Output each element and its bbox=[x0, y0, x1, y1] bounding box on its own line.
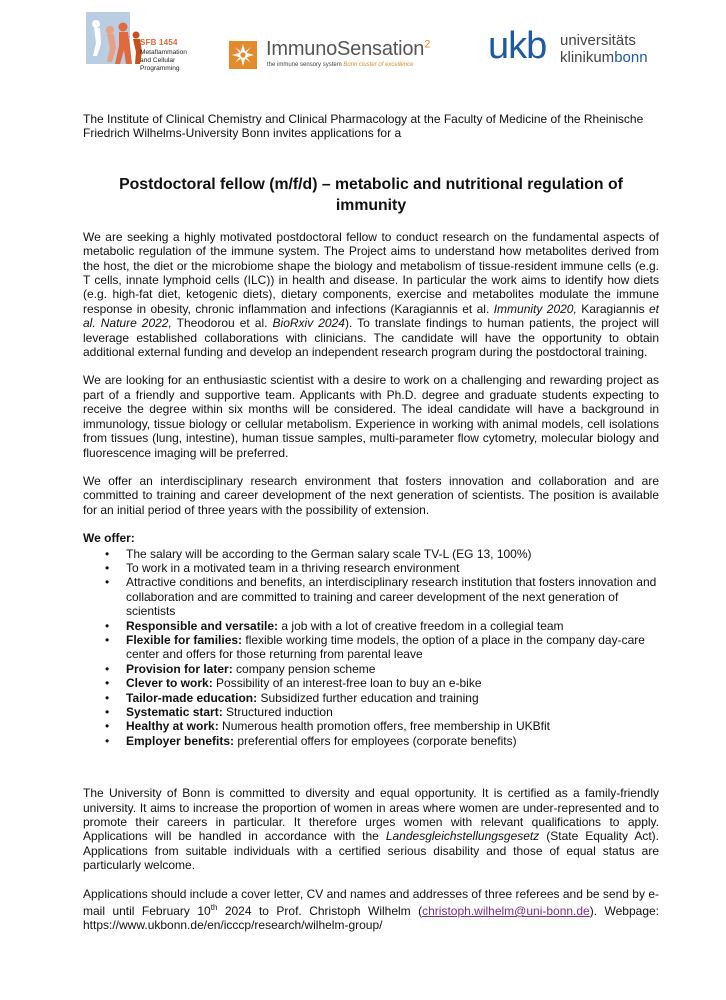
offer-item bbox=[83, 547, 659, 561]
offer-item bbox=[83, 734, 659, 748]
offer-item-label: Systematic start: bbox=[126, 705, 223, 719]
offer-item-text: The salary will be according to the German salary scale TV-L (EG 13, 100%) bbox=[126, 546, 532, 561]
sfb-subtitle bbox=[140, 49, 187, 73]
offer-list bbox=[83, 547, 659, 749]
contact-email-link[interactable]: christoph.wilhelm@uni-bonn.de bbox=[422, 904, 590, 919]
immunosensation-superscript: 2 bbox=[424, 38, 431, 51]
immunosensation-logo bbox=[228, 36, 468, 76]
immunosensation-name bbox=[266, 38, 430, 61]
citation-italic: BioRxiv 2024 bbox=[272, 316, 345, 331]
citation-italic: et al. Nature 2022, bbox=[83, 301, 659, 331]
sfb-title: SFB 1454 bbox=[140, 38, 178, 47]
offer-item-label: Employer benefits: bbox=[126, 733, 235, 748]
ukb-logo bbox=[488, 26, 668, 72]
offer-item bbox=[83, 719, 659, 733]
candidate-profile: We are looking for an enthusiastic scientist with a desire to work on a challenging and rewarding project as part of a friendly and supportive team. Applicants with Ph.D. degree and graduate students expecting to receive the degree within six months will be considered. The ideal candidate will have a background in immunology, tissue biology or cellular metabolism. Experience in working with animal models, cell isolations from tissues (lung, intestine), human tissue samples, multi-parameter flow cytometry, molecular biology and fluorescence imaging will be preferred. bbox=[83, 373, 659, 460]
project-description bbox=[83, 230, 659, 360]
offer-item-label: Clever to work: bbox=[126, 676, 213, 691]
immunosensation-name-text: ImmunoSensation bbox=[266, 38, 425, 60]
offer-item-text: Numerous health promotion offers, free membership in UKBfit bbox=[218, 719, 550, 734]
text-run: The University of Bonn is committed to diversity and equal opportunity. It is certified as a family-friendly university. It aims to increase the proportion of women in areas where women are under-represented and to promote their careers in particular. It therefore urges women with relevant qualifications to apply. Applications will be handled in accordance with the bbox=[83, 786, 659, 844]
sfb-subtitle-line: and Cellular bbox=[140, 57, 176, 64]
sfb-logo bbox=[86, 10, 226, 74]
offer-heading: We offer: bbox=[83, 531, 135, 546]
application-instructions bbox=[83, 887, 659, 933]
text-run: Karagiannis bbox=[576, 301, 649, 316]
law-name-italic: Landesgleichstellungsgesetz bbox=[385, 829, 540, 844]
offer-item-text: a job with a lot of creative freedom in a collegial team bbox=[278, 618, 564, 633]
text-run: ). Webpage: https://www.ukbonn.de/en/icccp/research/wilhelm-group/ bbox=[83, 904, 659, 933]
diversity-statement bbox=[83, 786, 659, 872]
ukb-mark: ukb bbox=[488, 25, 547, 67]
ukb-wordmark bbox=[560, 32, 648, 66]
offer-item-label: Provision for later: bbox=[126, 661, 233, 676]
intro-text: The Institute of Clinical Chemistry and Clinical Pharmacology at the Faculty of Medicine of the Rheinische Friedrich Wilhelms-University Bonn invites applications for a bbox=[83, 112, 644, 141]
immunosensation-tagline-text: the immune sensory system bbox=[267, 62, 342, 68]
ukb-wordmark-line1: universitäts bbox=[560, 32, 636, 49]
offer-item bbox=[83, 662, 659, 676]
offer-item bbox=[83, 561, 659, 575]
offer-item bbox=[83, 619, 659, 633]
text-run: (State Equality Act). Applications from suitable individuals with a certified serious disability and those of equal status are particularly welcome. bbox=[83, 829, 659, 873]
offer-item-label: Flexible for families: bbox=[126, 632, 243, 647]
offer-item-text: Subsidized further education and training bbox=[257, 690, 479, 705]
citation-italic: Immunity 2020, bbox=[493, 301, 577, 316]
job-posting bbox=[83, 112, 659, 947]
offer-item-text: preferential offers for employees (corporate benefits) bbox=[234, 733, 517, 748]
offer-item bbox=[83, 705, 659, 719]
offer-item bbox=[83, 633, 659, 662]
text-run: 2024 to Prof. Christoph Wilhelm ( bbox=[217, 904, 423, 919]
sfb-subtitle-line: Programming bbox=[140, 65, 180, 72]
ukb-wordmark-line2b: bonn bbox=[614, 49, 648, 66]
offer-item-text: Possibility of an interest-free loan to buy an e-bike bbox=[212, 676, 482, 691]
immunosensation-tagline-accent: Bonn cluster of excellence bbox=[343, 62, 414, 68]
offer-item bbox=[83, 676, 659, 690]
immunosensation-tagline bbox=[267, 62, 413, 68]
text-run: Theodorou et al. bbox=[171, 316, 273, 331]
job-title: Postdoctoral fellow (m/f/d) – metabolic and nutritional regulation of immunity bbox=[119, 175, 623, 214]
offer-item-label: Responsible and versatile: bbox=[126, 618, 279, 633]
offer-item bbox=[83, 575, 659, 618]
ukb-wordmark-line2a: klinikum bbox=[560, 49, 615, 66]
offer-item-text: To work in a motivated team in a thriving research environment bbox=[126, 560, 460, 575]
offer-item bbox=[83, 691, 659, 705]
ukb-wordmark-line2 bbox=[560, 49, 648, 66]
text-run: We are seeking a highly motivated postdoctoral fellow to conduct research on the fundamental aspects of metabolic regulation of the immune system. The Project aims to understand how metabolites derived from the host, the diet or the microbiome shape the biology and metabolism of tissue-resident immune cells (e.g. T cells, innate lymphoid cells (ILC)) in health and disease. In particular the work aims to identify how diets (e.g. high-fat diet, ketogenic diets), dietary components, exercise and metabolites modulate the immune response in obesity, chronic inflammation and infections (Karagiannis et al. bbox=[83, 229, 659, 316]
offer-item-text: company pension scheme bbox=[232, 661, 376, 676]
offer-item-text: Attractive conditions and benefits, an interdisciplinary research institution that fosters innovation and collaboration and are committed to training and career development of the next generation of scientists bbox=[126, 575, 657, 619]
offer-item-label: Healthy at work: bbox=[126, 719, 219, 734]
text-run: ). To translate findings to human patients, the project will leverage established collaborations with clinicians. The candidate will have the opportunity to obtain additional external funding and develop an independent research program during the postdoctoral training. bbox=[83, 316, 659, 360]
offer-item-text: flexible working time models, the option of a place in the company day-care center and offers for those returning from parental leave bbox=[126, 632, 645, 662]
logo-bar bbox=[0, 0, 726, 90]
offer-item-text: Structured induction bbox=[222, 705, 333, 719]
date-superscript: th bbox=[210, 903, 218, 913]
immunosensation-star-icon bbox=[228, 40, 258, 70]
offer-item-label: Tailor-made education: bbox=[126, 690, 258, 705]
text-run: Applications should include a cover letter, CV and names and addresses of three referees and be send by e-mail until February 10 bbox=[83, 886, 659, 919]
environment-description: We offer an interdisciplinary research environment that fosters innovation and collaboration and are committed to training and career development of the next generation of scientists. The position is available for an initial period of three years with the possibility of extension. bbox=[83, 473, 659, 517]
sfb-subtitle-line: Metaflammation bbox=[140, 49, 187, 56]
sfb-figures-icon bbox=[86, 10, 144, 70]
